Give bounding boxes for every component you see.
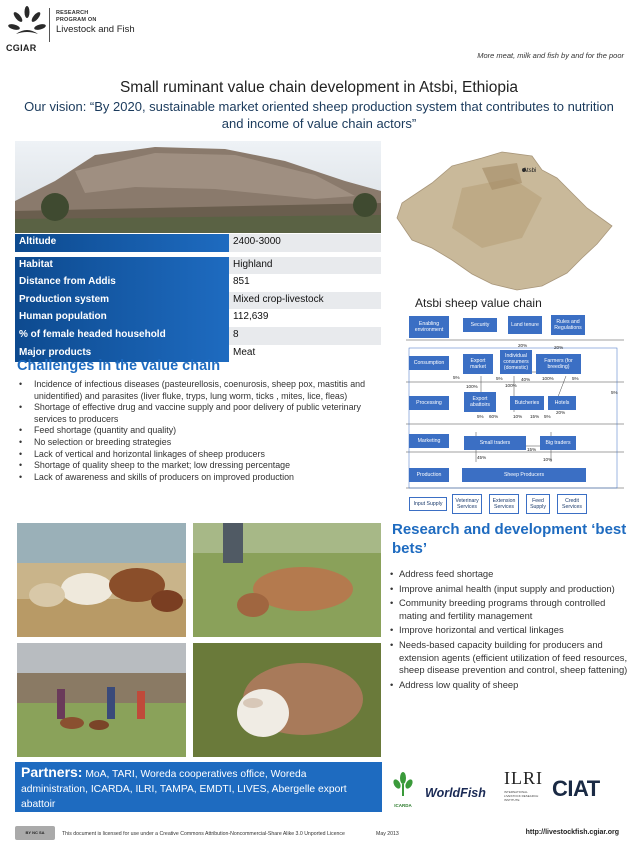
row-value: 8 bbox=[229, 327, 381, 345]
ciat-logo: CIAT bbox=[552, 776, 600, 801]
row-label: % of female headed household bbox=[15, 327, 229, 345]
partners-banner bbox=[15, 762, 382, 812]
row-label: Production system bbox=[15, 292, 229, 310]
pct-label: 10% bbox=[543, 457, 553, 462]
list-item: • Improve horizontal and vertical linkages bbox=[390, 624, 628, 637]
research-list bbox=[390, 568, 628, 693]
challenges-heading: Challenges in the value chain bbox=[17, 358, 221, 374]
export-market-box: Export market bbox=[463, 354, 493, 374]
farmers-breeding-box: Farmers (for breeding) bbox=[536, 354, 581, 374]
landscape-photo bbox=[15, 141, 381, 233]
pct-label: 40% bbox=[521, 377, 531, 382]
pct-label: 5% bbox=[477, 414, 484, 419]
icarda-logo bbox=[388, 772, 418, 806]
site-info-table bbox=[15, 234, 381, 362]
pct-label: 5% bbox=[453, 375, 460, 380]
cgiar-logo bbox=[6, 4, 52, 48]
list-item: • Incidence of infectious diseases (pasteurellosis, coenurosis, sheep pox, mastitis and unidentified) and parasites (liver fluke, tryps, lung worm, ticks , mites, lice, fleas) bbox=[17, 379, 387, 402]
row-value: 2400-3000 bbox=[229, 234, 381, 252]
pct-label: 20% bbox=[556, 410, 566, 415]
list-item: • Improve animal health (input supply and production) bbox=[390, 583, 628, 596]
photo-sheep-grazing bbox=[193, 523, 381, 637]
row-label: Major products bbox=[15, 345, 229, 363]
row-value: Mixed crop-livestock bbox=[229, 292, 381, 310]
photo-sheep-closeup bbox=[193, 643, 381, 757]
security-box: Security bbox=[463, 318, 497, 332]
pct-label: 15% bbox=[530, 414, 540, 419]
org-line1: RESEARCH bbox=[56, 10, 89, 16]
license-text: This document is licensed for use under a Creative Commons Attribution-Noncommercial-Share Alike 3.0 Unported Licence bbox=[62, 831, 345, 837]
consumption-box: Consumption bbox=[409, 356, 449, 370]
list-item: • Feed shortage (quantity and quality) bbox=[17, 425, 387, 437]
processing-box: Processing bbox=[409, 396, 449, 410]
list-item: • Lack of vertical and horizontal linkages of sheep producers bbox=[17, 449, 387, 461]
pct-label: 15% bbox=[527, 447, 537, 452]
page-title: Small ruminant value chain development in Atsbi, Ethiopia bbox=[119, 79, 519, 96]
pct-label: 60% bbox=[489, 414, 499, 419]
row-value: 112,639 bbox=[229, 309, 381, 327]
creative-commons-badge bbox=[15, 826, 55, 840]
pct-label: 100% bbox=[542, 376, 554, 381]
veterinary-services-box: Veterinary Services bbox=[452, 494, 482, 514]
ilri-subtitle: INTERNATIONAL LIVESTOCK RESEARCH INSTITUTE bbox=[504, 790, 539, 802]
row-value: Meat bbox=[229, 345, 381, 363]
small-traders-box: Small traders bbox=[464, 436, 526, 450]
row-value: 851 bbox=[229, 274, 381, 292]
partners-label: Partners: bbox=[21, 764, 83, 780]
cc-badge-text: BY NC SA bbox=[25, 830, 45, 835]
worldfish-logo: WorldFish bbox=[425, 786, 486, 800]
input-supply-box: Input Supply bbox=[409, 497, 447, 511]
list-item: • Address feed shortage bbox=[390, 568, 628, 581]
pct-label: 20% bbox=[518, 343, 528, 348]
pct-label: 5% bbox=[544, 414, 551, 419]
pct-label: 10% bbox=[513, 414, 523, 419]
butcheries-box: Butcheries bbox=[510, 396, 544, 410]
row-label: Habitat bbox=[15, 257, 229, 275]
credit-services-box: Credit Services bbox=[557, 494, 587, 514]
vision-statement: Our vision: “By 2020, sustainable market oriented sheep production system that contributes to nutrition and income of value chain actors” bbox=[24, 99, 614, 131]
individual-consumers-box: Individual consumers (domestic) bbox=[500, 350, 532, 374]
list-item: • Community breeding programs through controlled mating and fertility management bbox=[390, 597, 628, 622]
rules-regulations-box: Rules and Regulations bbox=[551, 315, 585, 335]
org-line2: PROGRAM ON bbox=[56, 16, 97, 23]
program-name: Livestock and Fish bbox=[56, 24, 135, 35]
hotels-box: Hotels bbox=[548, 396, 576, 410]
export-abattoirs-box: Export abattoirs bbox=[464, 392, 496, 412]
pct-label: 20% bbox=[554, 345, 564, 350]
table-row bbox=[15, 274, 381, 292]
challenges-list bbox=[17, 379, 387, 483]
row-label: Human population bbox=[15, 309, 229, 327]
big-traders-box: Big traders bbox=[540, 436, 576, 450]
table-row bbox=[15, 257, 381, 275]
land-tenure-box: Land tenure bbox=[508, 316, 542, 334]
pct-label: 5% bbox=[496, 376, 503, 381]
ethiopia-map bbox=[392, 148, 622, 296]
cgiar-wordmark: CGIAR bbox=[6, 43, 37, 53]
list-item: • Shortage of quality sheep to the market; low dressing percentage bbox=[17, 460, 387, 472]
value-chain-title: Atsbi sheep value chain bbox=[415, 296, 542, 310]
map-label-atsbi: Atsbi bbox=[523, 168, 537, 174]
feed-supply-box: Feed Supply bbox=[526, 494, 550, 514]
marketing-box: Marketing bbox=[409, 434, 449, 448]
enabling-environment-box: Enabling environment bbox=[409, 316, 449, 338]
row-label: Distance from Addis bbox=[15, 274, 229, 292]
pct-label: 5% bbox=[572, 376, 579, 381]
icarda-wordmark: ICARDA bbox=[394, 803, 412, 808]
partners-text: MoA, TARI, Woreda cooperatives office, Woreda administration, ICARDA, ILRI, TAMPA, EMDTI, LIVES, Abergelle export abattoir bbox=[21, 769, 347, 810]
program-label bbox=[56, 10, 97, 23]
list-item: • Shortage of effective drug and vaccine supply and poor delivery of public veterinary services to producers bbox=[17, 402, 387, 425]
photo-sheep-flock bbox=[17, 523, 186, 637]
table-row bbox=[15, 234, 381, 252]
table-row bbox=[15, 327, 381, 345]
ilri-logo: ILRI bbox=[504, 768, 543, 788]
tagline: More meat, milk and fish by and for the poor bbox=[477, 51, 624, 60]
pct-label: 5% bbox=[611, 390, 618, 395]
table-row bbox=[15, 292, 381, 310]
extension-services-box: Extension Services bbox=[489, 494, 519, 514]
pct-label: 100% bbox=[505, 383, 517, 388]
value-chain-diagram bbox=[406, 312, 624, 517]
pct-label: 100% bbox=[466, 384, 478, 389]
list-item: • No selection or breeding strategies bbox=[17, 437, 387, 449]
list-item: • Needs-based capacity building for producers and extension agents (efficient utilization of feed resources, sheep disease prevention and control, sheep fattening) bbox=[390, 639, 628, 677]
research-heading: Research and development ‘best bets’ bbox=[392, 521, 627, 557]
photo-people-with-sheep bbox=[17, 643, 186, 757]
row-value: Highland bbox=[229, 257, 381, 275]
table-row bbox=[15, 309, 381, 327]
row-label: Altitude bbox=[15, 234, 229, 252]
website-link[interactable]: http://livestockfish.cgiar.org bbox=[525, 829, 619, 836]
list-item: • Lack of awareness and skills of producers on improved production bbox=[17, 472, 387, 484]
list-item: • Address low quality of sheep bbox=[390, 679, 628, 692]
pct-label: 45% bbox=[477, 455, 487, 460]
date-text: May 2013 bbox=[376, 831, 399, 837]
production-box: Production bbox=[409, 468, 449, 482]
sheep-producers-box: Sheep Producers bbox=[462, 468, 586, 482]
header-divider bbox=[49, 8, 50, 42]
